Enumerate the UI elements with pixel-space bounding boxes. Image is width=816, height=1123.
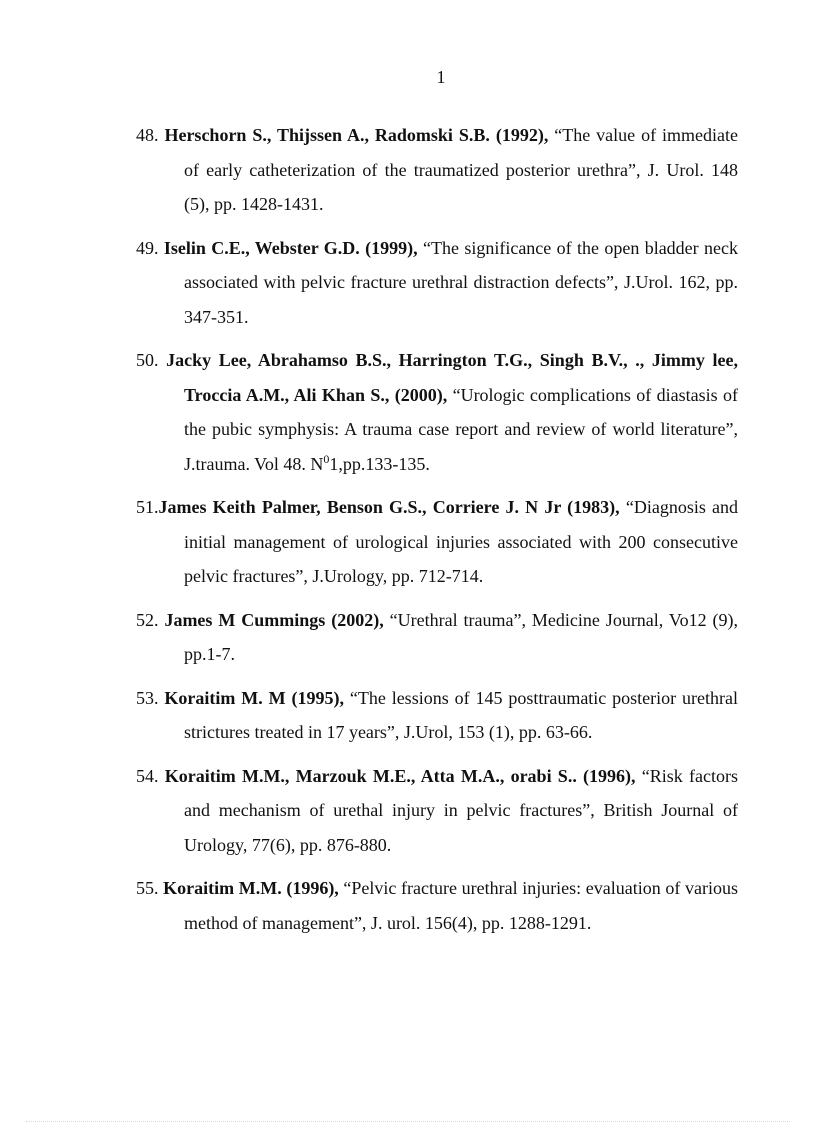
reference-number: 54. [136,765,165,786]
reference-list [136,118,738,949]
reference-entry-51 [136,490,738,594]
reference-entry-50 [136,343,738,481]
superscript-zero: 0 [323,451,330,466]
reference-entry-49 [136,231,738,335]
reference-number: 49. [136,237,164,258]
reference-authors: Herschorn S., Thijssen A., Radomski S.B. (1992), [164,125,549,145]
reference-text-end: 1,pp.133-135. [329,453,430,474]
reference-number: 48. [136,125,165,145]
reference-number: 53. [136,687,165,708]
reference-authors: Iselin C.E., Webster G.D. (1999), [163,237,418,258]
reference-number: 55. [136,878,164,898]
page-bottom-rule [26,1121,790,1122]
reference-authors: James Keith Palmer, Benson G.S., Corriere J. N Jr (1983), [158,497,620,517]
reference-entry-52 [136,603,738,672]
reference-authors: Koraitim M.M., Marzouk M.E., Atta M.A., orabi S.. (1996), [164,765,636,786]
reference-entry-48 [136,118,738,222]
reference-number: 50. [136,350,167,370]
page-number: 1 [436,67,446,87]
reference-authors: Jacky Lee, Abrahamso B.S., Harrington T.G., Singh B.V., ., Jimmy lee, Troccia A.M., Ali Khan S., (2000), [166,350,739,405]
reference-text: “Diagnosis and initial management of urological injuries associated with 200 consecutive pelvic fractures”, J.Urology, pp. 712-714. [184,497,738,586]
reference-entry-55 [136,871,738,940]
reference-text: “The lessions of 145 posttraumatic posterior urethral strictures treated in 17 years”, J.Urol, 153 (1), pp. 63-66. [184,687,739,742]
reference-text: “The value of immediate of early catheterization of the traumatized posterior urethra”, J. Urol. 148 (5), pp. 1428-1431. [184,125,739,214]
reference-entry-53 [136,681,738,750]
reference-entry-54 [136,759,738,863]
reference-number: 52. [136,609,165,630]
reference-authors: Koraitim M.M. (1996), [163,878,339,898]
reference-text: “Urethral trauma”, Medicine Journal, Vo12 (9), pp.1-7. [184,609,738,664]
reference-text: “Urologic complications of diastasis of the pubic symphysis: A trauma case report and review of world literature”, J.trauma. Vol 48. N [184,384,738,474]
reference-authors: Koraitim M. M (1995), [164,687,344,708]
reference-text: “Risk factors and mechanism of urethal injury in pelvic fractures”, British Journal of Urology, 77(6), pp. 876-880. [184,765,738,855]
reference-number: 51. [136,497,159,517]
reference-text: “The significance of the open bladder neck associated with pelvic fracture urethral distraction defects”, J.Urol. 162, pp. 347-351. [184,237,739,327]
reference-text: “Pelvic fracture urethral injuries: evaluation of various method of management”, J. urol. 156(4), pp. 1288-1291. [184,878,738,933]
reference-authors: James M Cummings (2002), [164,609,384,630]
